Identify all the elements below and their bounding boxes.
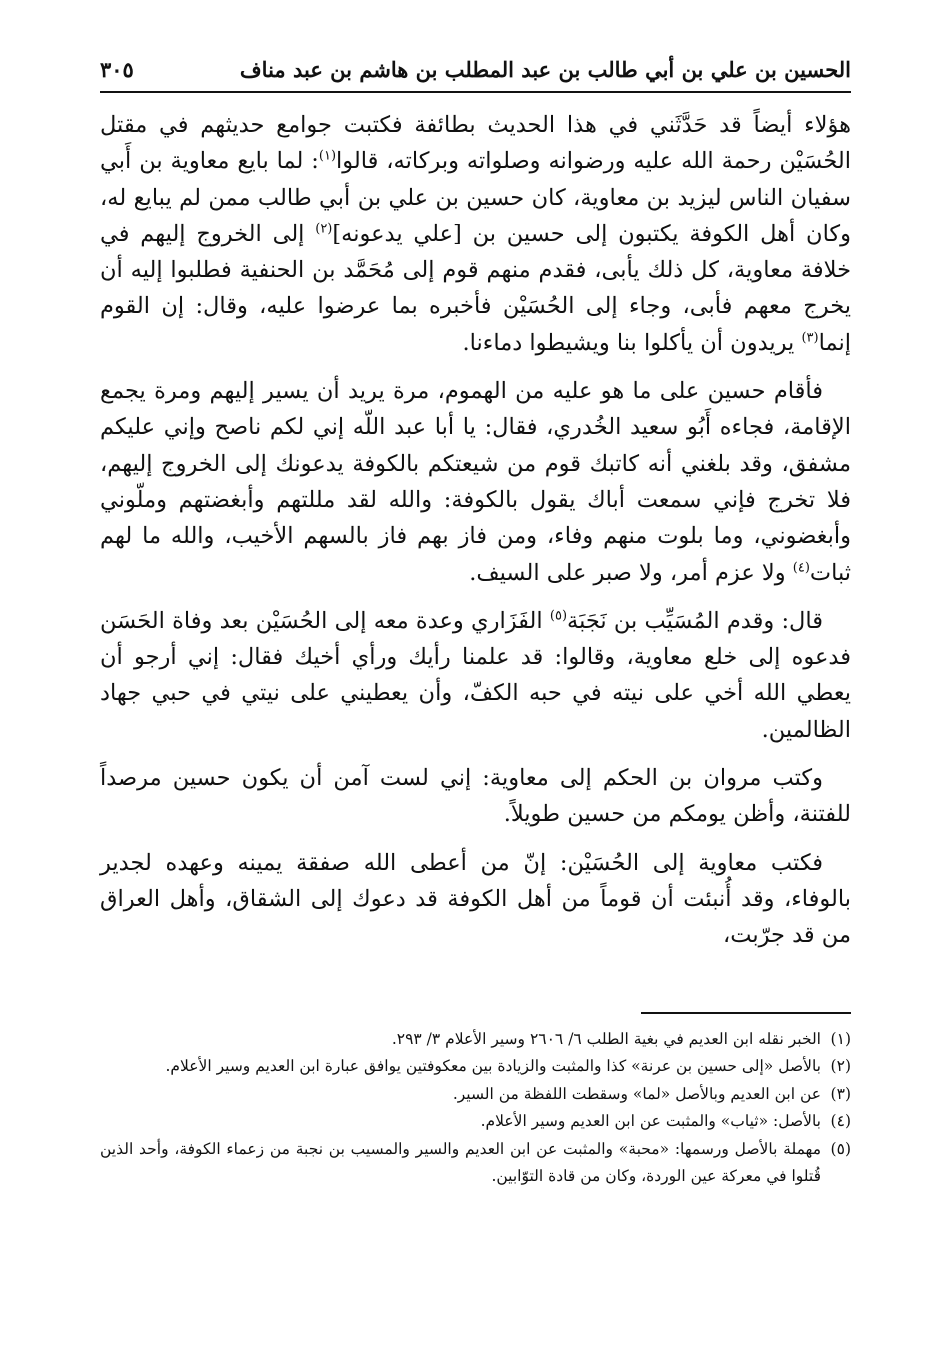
footnote-ref-3: (٣) xyxy=(801,330,819,346)
footnote-ref-1: (١) xyxy=(318,148,337,164)
running-header xyxy=(100,55,851,93)
footnote-ref-5: (٥) xyxy=(549,608,568,624)
footnote-3: (٣) عن ابن العديم وبالأصل «لما» وسقطت اللفظة من السير. xyxy=(452,1084,851,1103)
paragraph-4: وكتب مروان بن الحكم إلى معاوية: إني لست آمن أن يكون حسين مرصداً للفتنة، وأظن يومكم من حسين طويلاً. xyxy=(100,765,851,828)
paragraph-3: قال: وقدم المُسَيِّب بن نَجَبَة$^{(٥)}$ الفَزَاري وعدة معه إلى الحُسَيْن بعد وفاة الحَسَن فدعوه إلى خلع معاوية، وقالوا: قد علمنا رأيك ورأي أخيك فقال: إني أرجو أن يعطي الله أخي على نيته في حبه الكفّ، وأن يعطيني على نيتي في حبي جهاد الظالمين. xyxy=(100,607,851,743)
header-title: الحسين بن علي بن أبي طالب بن عبد المطلب بن هاشم بن عبد مناف xyxy=(239,57,851,82)
footnote-4: (٤) بالأصل: «ثياب» والمثبت عن ابن العديم وسير الأعلام. xyxy=(480,1112,851,1131)
paragraph-2: فأقام حسين على ما هو عليه من الهموم، مرة يريد أن يسير إليهم ومرة يجمع الإقامة، فجاءه أَبُو سعيد الخُدري، فقال: يا أبا عبد اللّه إني لكم ناصح وإني عليكم مشفق، وقد بلغني أنه كاتبك قوم من شيعتكم بالكوفة يدعونك إلى الخروج إليهم، فلا تخرج فإني سمعت أباك يقول بالكوفة: والله لقد مللتهم وأبغضتهم وملّوني وأبغضوني، وما بلوت منهم وفاء، ومن فاز بهم فاز بالسهم الأخيب، والله ما لهم ثبات$^{(٤)}$ ولا عزم أمر، ولا صبر على السيف. xyxy=(100,378,852,586)
footnote-divider xyxy=(641,1012,851,1014)
footnote-2: (٢) بالأصل «إلى حسين بن عرنة» كذا والمثبت والزيادة بين معكوفتين يوافق عبارة ابن العديم وسير الأعلام. xyxy=(165,1057,851,1076)
footnote-1: (١) الخبر نقله ابن العديم في بغية الطلب ٦/ ٢٦٠٦ وسير الأعلام ٣/ ٢٩٣. xyxy=(391,1029,851,1048)
main-text xyxy=(100,107,851,954)
footnote-ref-4: (٤) xyxy=(792,560,810,576)
page-number: ٣٠٥ xyxy=(100,57,134,82)
footnote-5: (٥) مهملة بالأصل ورسمها: «محبة» والمثبت عن ابن العديم والسير والمسيب بن نجبة من زعماء الكوفة، وأحد الذين قُتلوا في معركة عين الوردة، وكان من قادة التوّابين. xyxy=(100,1139,851,1186)
paragraph-5: فكتب معاوية إلى الحُسَيْن: إنّ من أعطى الله صفقة يمينه وعهده لجدير بالوفاء، وقد أُنبئت أن قوماً من أهل الكوفة قد دعوك إلى الشقاق، وأهل العراق من قد جرّبت، xyxy=(100,849,851,949)
footnote-ref-2: (٢) xyxy=(315,221,333,237)
footnotes xyxy=(100,1026,851,1191)
paragraph-1: هؤلاء أيضاً قد حَدَّثَني في هذا الحديث بطائفة فكتبت جوامع حديثهم في مقتل الحُسَيْن رحمة الله عليه ورضوانه وصلواته وبركاته، قالوا$^{(١)}$: لما بايع معاوية بن أَبي سفيان الناس ليزيد بن معاوية، كان حسين بن علي بن أبي طالب ممن لم يبايع له، وكان أهل الكوفة يكتبون إلى حسين بن [علي يدعونه]$^{(٢)}$ إلى الخروج إليهم في خلافة معاوية، كل ذلك يأبى، فقدم منهم قوم إلى مُحَمَّد بن الحنفية فطلبوا إليه أن يخرج معهم فأبى، وجاء إلى الحُسَيْن فأخبره بما عرضوا عليه، وقال: إن القوم إنما$^{(٣)}$ يريدون أن يأكلوا بنا ويشيطوا دماءنا. xyxy=(100,112,852,356)
